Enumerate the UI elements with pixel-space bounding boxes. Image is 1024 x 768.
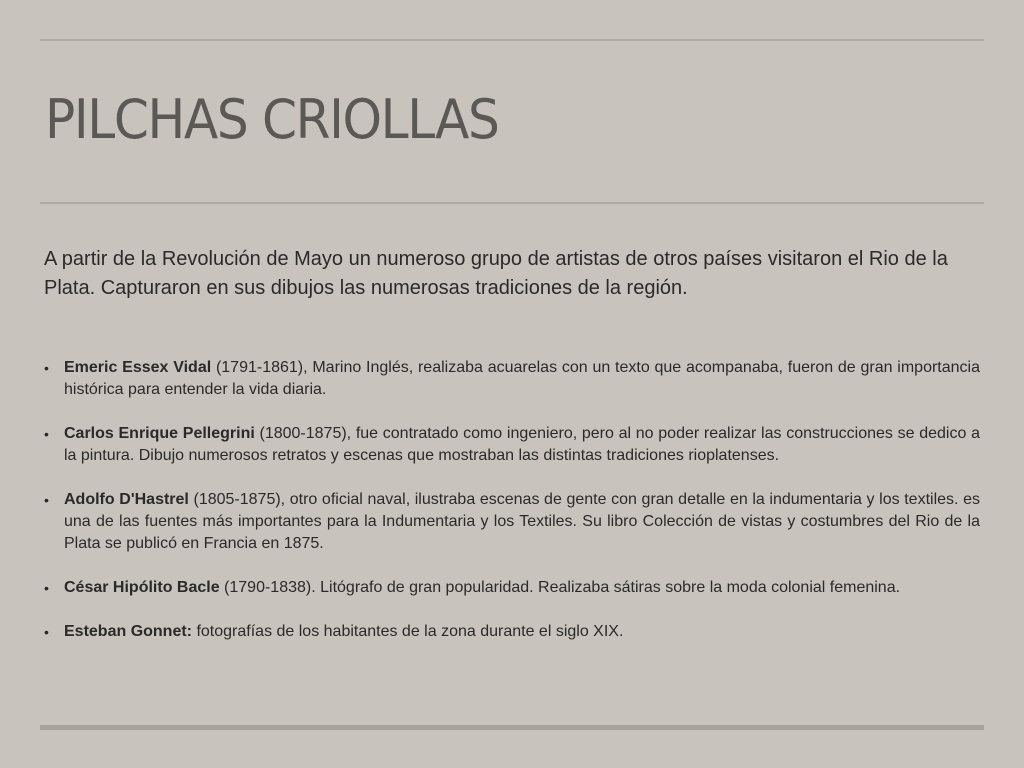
artist-description: (1805-1875), otro oficial naval, ilustraba escenas de gente con gran detalle en la indumentaria y los textiles. es una de las fuentes más importantes para la Indumentaria y los Textiles. Su libro Colección de vistas y costumbres del Rio de la Plata se publicó en Francia en 1875. (64, 491, 980, 552)
top-divider (40, 39, 984, 41)
artist-description: (1791-1861), Marino Inglés, realizaba acuarelas con un texto que acompanaba, fueron de gran importancia histórica para entender la vida diaria. (64, 359, 980, 398)
title-divider (40, 202, 984, 204)
artist-description: (1790-1838). Litógrafo de gran popularidad. Realizaba sátiras sobre la moda colonial femenina. (219, 579, 901, 596)
list-item (44, 577, 980, 599)
artist-name: Adolfo D'Hastrel (64, 491, 189, 508)
artist-description: fotografías de los habitantes de la zona durante el siglo XIX. (192, 623, 624, 640)
artist-name: Esteban Gonnet: (64, 623, 193, 640)
artist-name: César Hipólito Bacle (64, 579, 220, 596)
bullet-icon: • (44, 492, 49, 508)
list-item (44, 423, 980, 467)
bullet-icon: • (44, 624, 49, 640)
slide-title: PILCHAS CRIOLLAS (45, 88, 499, 151)
bullet-icon: • (44, 360, 49, 376)
list-item (44, 621, 980, 643)
intro-paragraph: A partir de la Revolución de Mayo un numeroso grupo de artistas de otros países visitaron el Rio de la Plata. Capturaron en sus dibujos las numerosas tradiciones de la región. (44, 248, 948, 299)
list-item (44, 489, 980, 555)
list-item (44, 357, 980, 401)
artist-name: Carlos Enrique Pellegrini (64, 425, 255, 442)
artist-list (44, 357, 980, 665)
bullet-icon: • (44, 580, 49, 596)
artist-name: Emeric Essex Vidal (64, 359, 212, 376)
bottom-divider (40, 725, 984, 730)
bullet-icon: • (44, 426, 49, 442)
artist-description: (1800-1875), fue contratado como ingeniero, pero al no poder realizar las construcciones se dedico a la pintura. Dibujo numerosos retratos y escenas que mostraban las distintas tradiciones rioplatenses. (64, 425, 980, 464)
